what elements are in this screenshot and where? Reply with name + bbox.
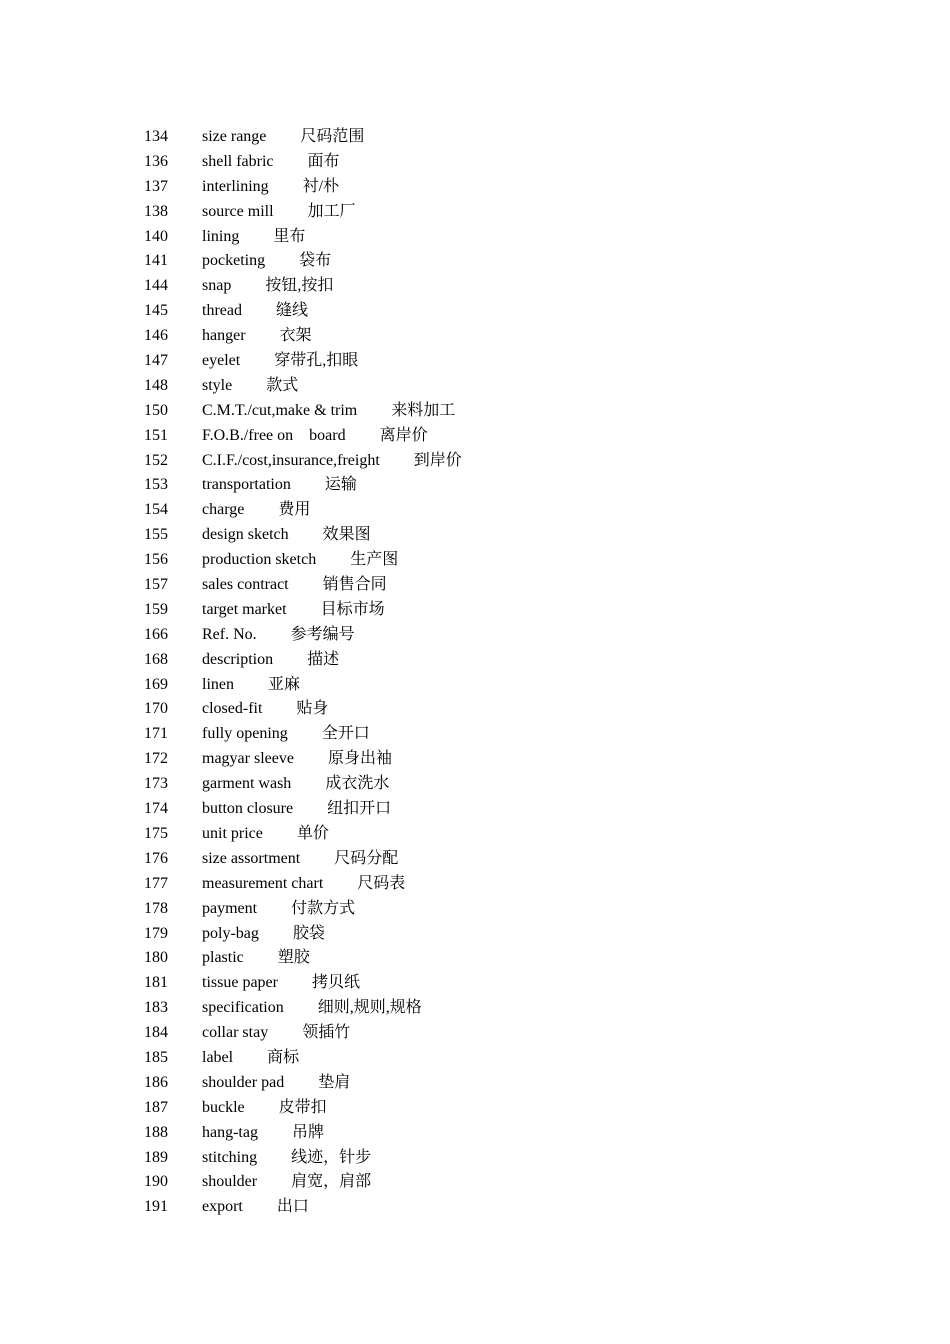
chinese-term: 面布 [307,152,340,170]
chinese-term: 衬/朴 [302,177,340,195]
english-term: transportation [202,476,291,494]
entry-term [202,847,398,872]
entry-term [202,1071,350,1096]
english-term: unit price [202,824,263,842]
entry-term [202,872,405,897]
entry-number: 144 [144,277,168,295]
entry-number: 174 [144,800,168,818]
entry-number: 189 [144,1148,168,1166]
entry-number: 159 [144,600,168,618]
entry-number: 184 [144,1024,168,1042]
entry-term [202,225,305,250]
english-term: measurement chart [202,874,324,892]
entry-number: 191 [144,1198,168,1216]
entry-term [202,274,333,299]
chinese-term: 尺码范围 [300,128,365,145]
chinese-term: 衣架 [279,327,312,345]
entry-number: 134 [144,128,168,145]
entry-term [202,424,428,449]
entry-term [202,125,364,150]
entry-number: 147 [144,352,168,370]
english-term: shell fabric [202,152,274,170]
entry-number: 151 [144,426,168,444]
entry-term [202,249,331,274]
english-term: garment wash [202,775,292,793]
english-term: fully opening [202,725,288,743]
chinese-term: 亚麻 [268,675,301,693]
english-term: production sketch [202,551,317,569]
english-term: closed-fit [202,700,263,718]
english-term: collar stay [202,1024,269,1042]
entry-term [202,722,370,747]
english-term: button closure [202,800,294,818]
chinese-term: 里布 [273,227,306,245]
entry-number: 190 [144,1173,168,1191]
chinese-term: 加工厂 [307,202,356,220]
entry-term [202,1195,309,1220]
english-term: export [202,1198,243,1216]
english-term: Ref. No. [202,625,257,643]
entry-term [202,697,328,722]
english-term: hanger [202,327,246,345]
chinese-term: 吊牌 [291,1123,324,1141]
english-term: design sketch [202,526,289,544]
entry-number: 148 [144,376,168,394]
entry-term [202,349,358,374]
entry-term [202,648,339,673]
entry-term [202,1121,324,1146]
english-term: shoulder pad [202,1073,285,1091]
chinese-term: 运输 [324,476,357,494]
chinese-term: 原身出袖 [327,750,392,768]
entry-term [202,623,355,648]
english-term: description [202,650,274,668]
entry-number: 156 [144,551,168,569]
english-term: sales contract [202,576,289,594]
chinese-term: 贴身 [296,700,329,718]
entry-number: 169 [144,675,168,693]
chinese-term: 按钮,按扣 [265,277,334,295]
chinese-term: 付款方式 [291,899,356,917]
english-term: interlining [202,177,269,195]
chinese-term: 尺码表 [357,874,406,892]
entry-number: 145 [144,302,168,320]
entry-term [202,897,355,922]
entry-number: 137 [144,177,168,195]
entry-term [202,299,308,324]
chinese-term: 纽扣开口 [327,800,392,818]
entry-number: 171 [144,725,168,743]
entry-number: 168 [144,650,168,668]
entry-number: 178 [144,899,168,917]
english-term: hang-tag [202,1123,258,1141]
entry-term [202,996,422,1021]
entry-term [202,498,310,523]
chinese-term: 胶袋 [292,924,325,942]
entry-number: 177 [144,874,168,892]
chinese-term: 销售合同 [322,576,387,594]
entry-number: 187 [144,1098,168,1116]
entry-term [202,822,329,847]
entry-term [202,1046,299,1071]
english-term: plastic [202,949,244,967]
english-term: magyar sleeve [202,750,294,768]
english-term: target market [202,600,287,618]
english-term: payment [202,899,258,917]
entry-number: 146 [144,327,168,345]
entry-number: 155 [144,526,168,544]
entry-term [202,449,462,474]
chinese-term: 领插竹 [302,1024,351,1042]
chinese-term: 拷贝纸 [311,974,360,992]
entry-term [202,772,389,797]
english-term: lining [202,227,240,245]
entry-number: 154 [144,501,168,519]
entry-number: 138 [144,202,168,220]
entry-number: 181 [144,974,168,992]
english-term: C.I.F./cost,insurance,freight [202,451,380,469]
english-term: C.M.T./cut,make & trim [202,401,358,419]
chinese-term: 参考编号 [290,625,355,643]
english-term: pocketing [202,252,266,270]
entry-number: 172 [144,750,168,768]
chinese-term: 肩宽，肩部 [291,1173,372,1191]
entry-number: 186 [144,1073,168,1091]
entry-number: 140 [144,227,168,245]
chinese-term: 塑胶 [277,949,310,967]
english-term: snap [202,277,232,295]
chinese-term: 离岸价 [379,426,428,444]
english-term: thread [202,302,242,320]
english-term: tissue paper [202,974,278,992]
chinese-term: 款式 [266,376,299,394]
chinese-term: 细则,规则,规格 [317,999,422,1017]
entry-number: 150 [144,401,168,419]
english-term: stitching [202,1148,258,1166]
english-term: style [202,376,233,394]
entry-number: 136 [144,152,168,170]
english-term: size assortment [202,849,301,867]
entry-term [202,598,385,623]
entry-term [202,1146,371,1171]
entry-term [202,523,371,548]
entry-term [202,1021,350,1046]
english-term: poly-bag [202,924,259,942]
entry-term [202,1170,371,1195]
entry-term [202,922,325,947]
chinese-term: 皮带扣 [278,1098,327,1116]
chinese-term: 成衣洗水 [325,775,390,793]
entry-term [202,374,298,399]
entry-term [202,573,387,598]
entry-term [202,150,340,175]
entry-number: 141 [144,252,168,270]
chinese-term: 描述 [307,650,340,668]
entry-number: 170 [144,700,168,718]
entry-term [202,399,455,424]
entry-number: 175 [144,824,168,842]
chinese-term: 袋布 [299,252,332,270]
chinese-term: 穿带孔,扣眼 [274,352,359,370]
chinese-term: 到岸价 [413,451,462,469]
english-term: charge [202,501,245,519]
chinese-term: 目标市场 [320,600,385,618]
chinese-term: 垫肩 [318,1073,351,1091]
entry-term [202,971,360,996]
entry-number: 152 [144,451,168,469]
entry-term [202,473,357,498]
english-term: size range [202,128,267,145]
entry-number: 173 [144,775,168,793]
entry-term [202,747,392,772]
entry-term [202,946,310,971]
english-term: eyelet [202,352,241,370]
entry-number: 183 [144,999,168,1017]
entry-term [202,200,356,225]
chinese-term: 来料加工 [391,401,456,419]
entry-number: 166 [144,625,168,643]
chinese-term: 生产图 [350,551,399,569]
english-term: shoulder [202,1173,258,1191]
chinese-term: 出口 [276,1198,309,1216]
entry-number: 153 [144,476,168,494]
entry-term [202,175,339,200]
chinese-term: 尺码分配 [334,849,399,867]
chinese-term: 单价 [296,824,329,842]
entry-term [202,548,398,573]
entry-number: 179 [144,924,168,942]
chinese-term: 效果图 [322,526,371,544]
entry-number: 176 [144,849,168,867]
entry-number: 180 [144,949,168,967]
entry-term [202,673,300,698]
english-term: buckle [202,1098,245,1116]
english-term: label [202,1048,234,1066]
entry-number: 157 [144,576,168,594]
entry-term [202,797,391,822]
english-term: F.O.B./free on board [202,426,346,444]
entry-number: 188 [144,1123,168,1141]
entry-term [202,324,312,349]
chinese-term: 费用 [278,501,311,519]
chinese-term: 全开口 [321,725,370,743]
entry-term [202,1096,327,1121]
english-term: source mill [202,202,274,220]
chinese-term: 线迹，针步 [291,1148,372,1166]
english-term: specification [202,999,284,1017]
chinese-term: 缝线 [275,302,308,320]
chinese-term: 商标 [267,1048,300,1066]
entry-number: 185 [144,1048,168,1066]
english-term: linen [202,675,234,693]
